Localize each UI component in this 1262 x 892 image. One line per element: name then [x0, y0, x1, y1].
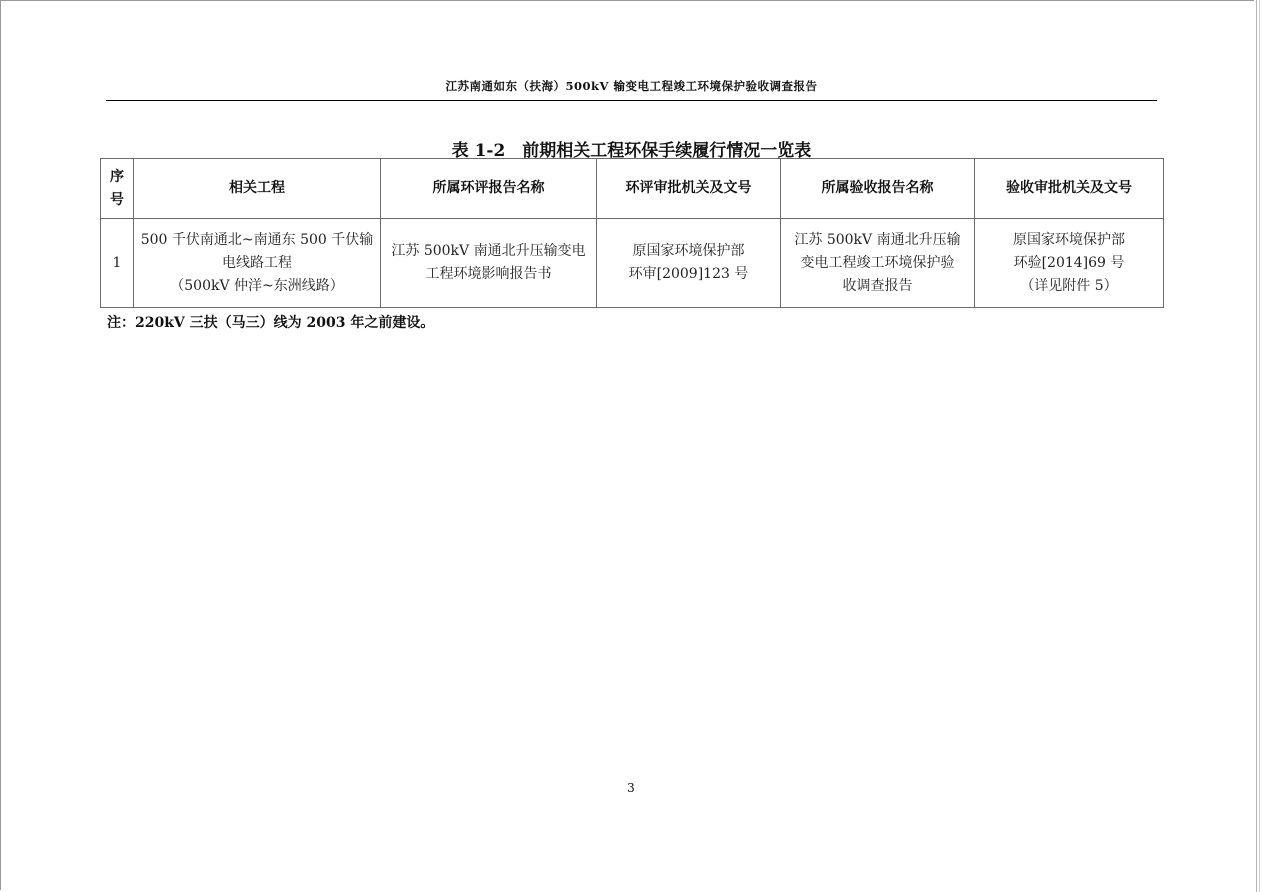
page-edge-line	[1259, 0, 1260, 892]
page-number: 3	[627, 781, 635, 795]
cell-eia-report: 江苏 500kV 南通北升压输变电 工程环境影响报告书	[381, 219, 597, 308]
header-eia-report: 所属环评报告名称	[381, 159, 597, 219]
header-index: 序 号	[101, 159, 134, 219]
table-header-row	[101, 159, 1164, 219]
header-related-project: 相关工程	[134, 159, 381, 219]
table-note: 注：220kV 三扶（马三）线为 2003 年之前建设。	[107, 315, 435, 331]
table-row	[101, 219, 1164, 308]
cell-related-project: 500 千伏南通北~南通东 500 千伏输 电线路工程 （500kV 仲洋~东洲线路）	[134, 219, 381, 308]
running-header: 江苏南通如东（扶海）500kV 输变电工程竣工环境保护验收调查报告	[106, 78, 1157, 101]
table-title: 表 1-2 前期相关工程环保手续履行情况一览表	[451, 141, 812, 161]
approvals-table	[100, 158, 1164, 308]
header-eia-approval: 环评审批机关及文号	[597, 159, 781, 219]
header-acceptance-report: 所属验收报告名称	[781, 159, 975, 219]
page-edge-line	[1256, 0, 1257, 892]
cell-eia-approval: 原国家环境保护部 环审[2009]123 号	[597, 219, 781, 308]
cell-acceptance-approval: 原国家环境保护部 环验[2014]69 号 （详见附件 5）	[975, 219, 1164, 308]
cell-acceptance-report: 江苏 500kV 南通北升压输 变电工程竣工环境保护验 收调查报告	[781, 219, 975, 308]
header-acceptance-approval: 验收审批机关及文号	[975, 159, 1164, 219]
cell-index: 1	[101, 219, 134, 308]
